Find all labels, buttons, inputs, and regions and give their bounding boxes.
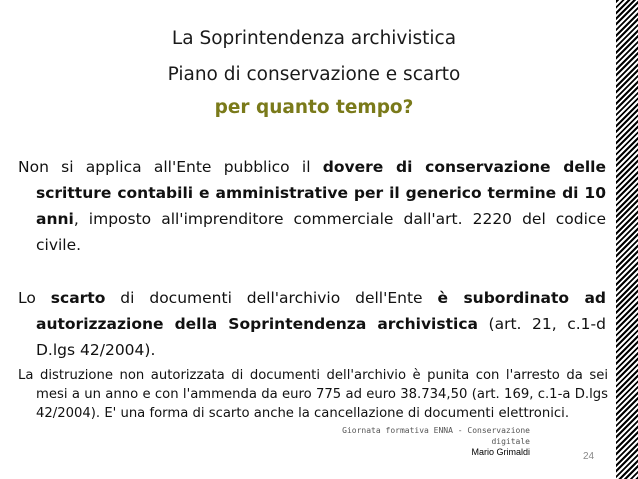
paragraph-distruzione xyxy=(18,366,608,423)
p2-text-2: di documenti dell'archivio dell'Ente xyxy=(105,289,438,307)
footer-event-line1: Giornata formativa ENNA - Conservazione xyxy=(342,426,530,435)
p1-text-1: Non si applica all'Ente pubblico il xyxy=(18,158,323,176)
slide-question: per quanto tempo? xyxy=(214,97,414,118)
slide-title: La Soprintendenza archivistica xyxy=(171,28,457,49)
page-number: 24 xyxy=(583,451,595,462)
p1-bold: dovere di conservazione delle scritture contabili e amministrative per il generico termine di 10 anni xyxy=(36,158,606,228)
footer-event xyxy=(330,425,530,447)
p2-bold-autorizzazione: è subordinato ad autorizzazione della Soprintendenza archivistica xyxy=(36,289,606,333)
paragraph-scarto xyxy=(18,285,606,363)
p2-bold-scarto: scarto xyxy=(50,289,106,307)
p1-text-2: , imposto all'imprenditore commerciale dall'art. 2220 del codice civile. xyxy=(36,210,606,254)
p3-text: La distruzione non autorizzata di documenti dell'archivio è punita con l'arresto da sei mesi a un anno e con l'ammenda da euro 775 ad euro 38.734,50 (art. 169, c.1-a D.lgs 42/2004). E' una forma di scarto anche la cancellazione di documenti elettronici. xyxy=(18,368,608,421)
footer-event-line2: digitale xyxy=(491,437,530,446)
p2-text-3: (art. 21, c.1-d D.lgs 42/2004). xyxy=(36,315,606,359)
slide-subtitle: Piano di conservazione e scarto xyxy=(167,64,461,85)
p2-text-1: Lo xyxy=(18,289,51,307)
paragraph-conservation xyxy=(18,154,606,258)
footer-author: Mario Grimaldi xyxy=(471,447,530,457)
